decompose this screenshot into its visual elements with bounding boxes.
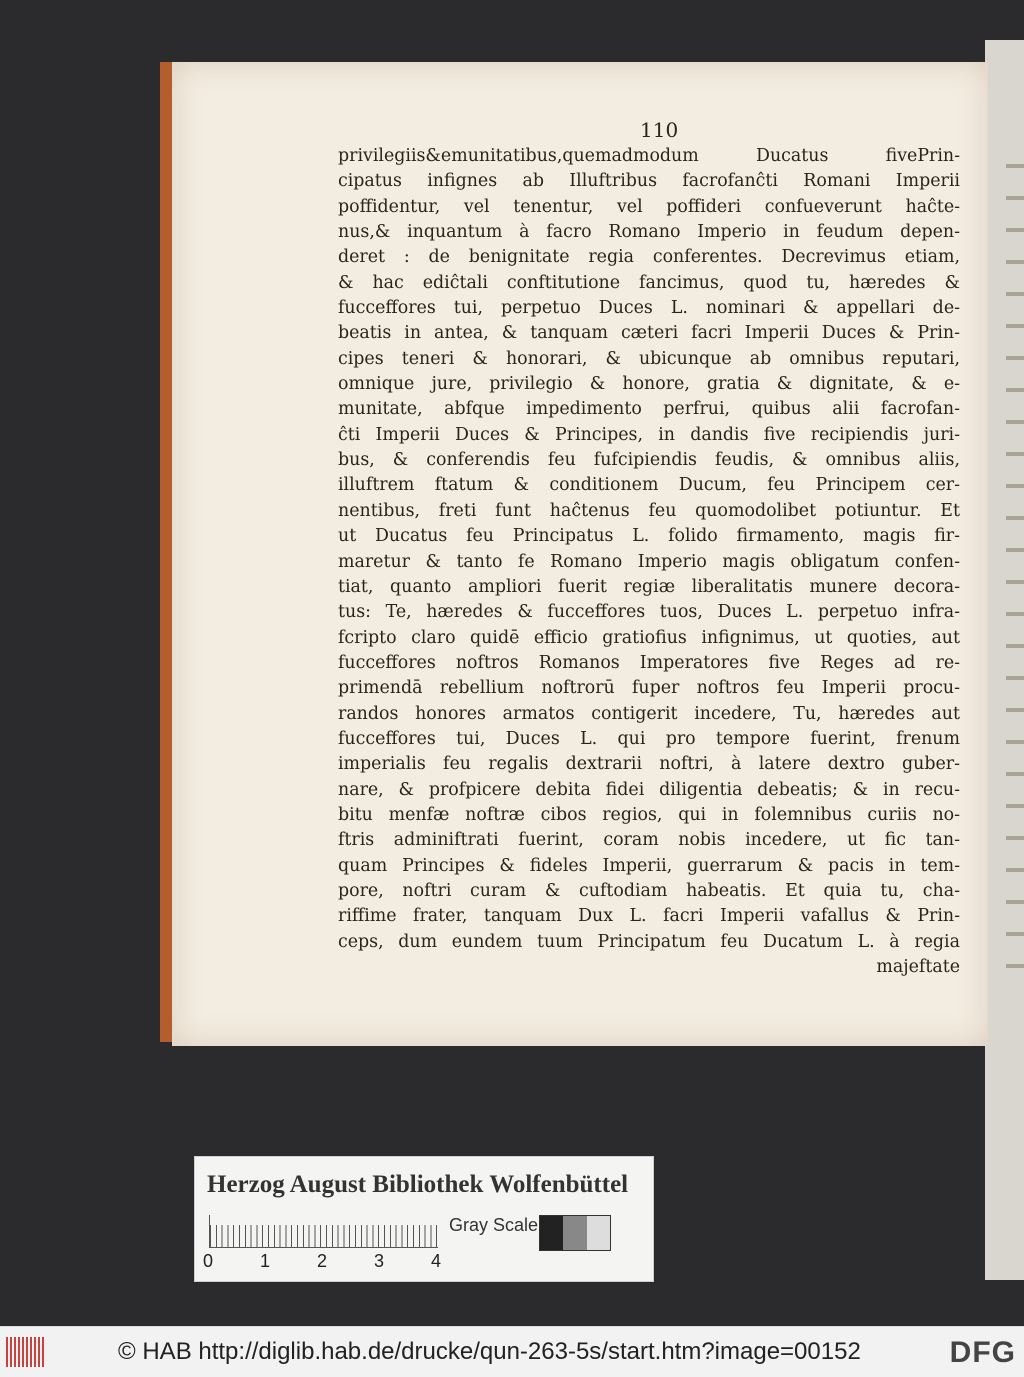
text-line: fucceffores tui, perpetuo Duces L. nominari & appellari de- (338, 298, 960, 319)
text-line: tus: Te, hæredes & fucceffores tuos, Duces L. perpetuo infra- (338, 602, 960, 623)
ruler-labels (203, 1251, 443, 1273)
text-line: poffidentur, vel tenentur, vel poffideri confueverunt haĉte- (338, 196, 960, 217)
text-line: fucceffores tui, Duces L. qui pro tempore fuerint, frenum (338, 728, 960, 749)
facing-page-text-edge (1006, 150, 1024, 970)
text-line: riffime frater, tanquam Dux L. facri Imperii vafallus & Prin- (338, 906, 960, 927)
page-text (338, 144, 960, 980)
footer-copyright-url[interactable]: © HAB http://diglib.hab.de/drucke/qun-263-5s/start.htm?image=00152 (118, 1338, 861, 1365)
text-line: cipatus infignes ab Illuftribus facrofanĉti Romani Imperii (338, 171, 960, 192)
text-line: maretur & tanto fe Romano Imperio magis obligatum confen- (338, 551, 960, 572)
gray-swatch (587, 1216, 610, 1250)
text-line: omnique jure, privilegio & honore, gratia & dignitate, & e- (338, 374, 960, 395)
text-line: ceps, dum eundem tuum Principatum feu Ducatum L. à regia (338, 931, 960, 952)
footer-bar (0, 1326, 1024, 1377)
text-line: beatis in antea, & tanquam cæteri facri Imperii Duces & Prin- (338, 323, 960, 344)
ruler-label: 0 (203, 1251, 214, 1271)
scale-ruler (209, 1215, 438, 1248)
scanned-page (172, 62, 988, 1046)
text-line: illuftrem ftatum & conditionem Ducum, feu Principem cer- (338, 475, 960, 496)
text-line: tiat, quanto ampliori fuerit regiæ liberalitatis munere decora- (338, 576, 960, 597)
ruler-label: 2 (317, 1251, 328, 1271)
text-line: imperialis feu regalis dextrarii noftri, à latere dextro guber- (338, 754, 960, 775)
hab-logo-icon (6, 1337, 46, 1367)
text-line: randos honores armatos contigerit incedere, Tu, hæredes aut (338, 703, 960, 724)
text-line: bus, & conferendis feu fufcipiendis feudis, & omnibus aliis, (338, 450, 960, 471)
color-target-strip (194, 1156, 654, 1282)
ruler-label: 3 (374, 1251, 385, 1271)
gray-swatch (563, 1216, 586, 1250)
text-line: bitu menfæ noftræ cibos regios, qui in folemnibus curiis no- (338, 804, 960, 825)
text-line: & hac ediĉtali conftitutione fancimus, quod tu, hæredes & (338, 272, 960, 293)
text-line: nentibus, freti funt haĉtenus feu quomodolibet potiuntur. Et (338, 500, 960, 521)
text-line: fucceffores noftros Romanos Imperatores five Reges ad re- (338, 652, 960, 673)
text-line: deret : de benignitate regia conferentes. Decrevimus etiam, (338, 247, 960, 268)
ruler-label: 4 (431, 1251, 442, 1271)
text-line: fcripto claro quidē efficio gratiofius infignimus, ut quoties, aut (338, 627, 960, 648)
library-name: Herzog August Bibliothek Wolfenbüttel (207, 1171, 629, 1198)
text-line: cipes teneri & honorari, & ubicunque ab omnibus reputari, (338, 348, 960, 369)
dfg-logo: DFG (949, 1336, 1016, 1369)
text-line: ftris adminiftrati fuerint, coram nobis incedere, ut fic tan- (338, 830, 960, 851)
text-line: privilegiis&emunitatibus,quemadmodum Ducatus fivePrin- (338, 146, 960, 166)
gray-scale-swatches (539, 1215, 611, 1251)
text-line: pore, noftri curam & cuftodiam habeatis. Et quia tu, cha- (338, 880, 960, 901)
gray-scale-label: Gray Scale (449, 1215, 539, 1235)
text-line: munitate, abfque impedimento perfrui, quibus alii facrofan- (338, 399, 960, 420)
catchword: majeftate (876, 957, 960, 977)
gray-swatch (540, 1216, 563, 1250)
ruler-label: 1 (260, 1251, 271, 1271)
text-line: quam Principes & fideles Imperii, guerrarum & pacis in tem- (338, 855, 960, 876)
text-line: ĉti Imperii Duces & Principes, in dandis five recipiendis juri- (338, 424, 960, 445)
text-line: primendā rebellium noftrorū fuper noftros feu Imperii procu- (338, 678, 960, 699)
text-line: nus,& inquantum à facro Romano Imperio in feudum depen- (338, 222, 960, 243)
text-line: ut Ducatus feu Principatus L. folido firmamento, magis fir- (338, 526, 960, 547)
text-line: nare, & profpicere debita fidei diligentia debeatis; & in recu- (338, 779, 960, 800)
page-number: 110 (640, 118, 679, 142)
